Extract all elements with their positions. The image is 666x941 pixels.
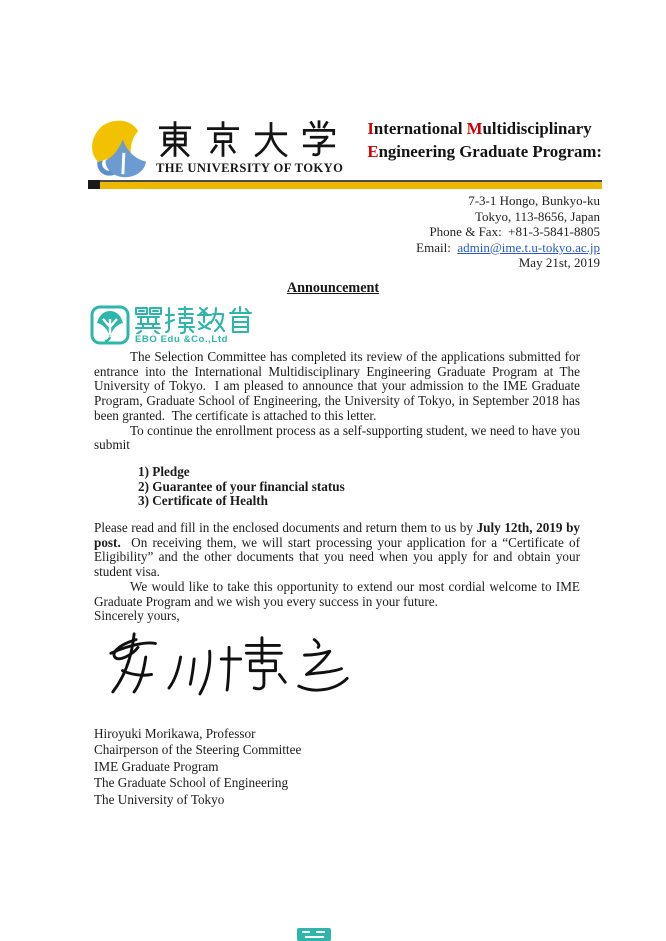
kanji-kyou: [204, 120, 242, 158]
enclosure-list: [138, 465, 580, 509]
university-kanji: [156, 120, 352, 158]
enclosure-item-3: 3) Certificate of Health: [138, 493, 268, 509]
university-identity: [156, 118, 352, 176]
program-title-line1: International Multidisciplinary: [367, 119, 592, 138]
paragraph-4: We would like to take this opportunity to extend our most cordial welcome to IME Graduate Program and we wish you every success in your future.: [94, 578, 580, 609]
paragraph-3: Please read and fill in the enclosed documents and return them to us by July 12th, 2019 by post. On receiving them, we will start processing your application for a “Certificate of Eligibility” and the other documents that you need when you apply for and obtain your student visa.: [94, 520, 581, 580]
closing-salutation: Sincerely yours,: [94, 608, 180, 624]
signer-university: The University of Tokyo: [94, 791, 225, 807]
program-title: [367, 118, 602, 163]
enclosure-item-2: 2) Guarantee of your financial status: [138, 478, 345, 494]
header-rule: [88, 180, 602, 189]
signer-block: [94, 726, 580, 808]
kanji-tou: [156, 120, 194, 158]
signer-program: IME Graduate Program: [94, 758, 219, 774]
ebo-leaf-icon: [90, 305, 130, 345]
paragraph-2: To continue the enrollment process as a self-supporting student, we need to have you submit: [94, 422, 580, 453]
phone-line: Phone & Fax: +81-3-5841-8805: [429, 224, 600, 240]
header-rule-cap: [88, 180, 100, 189]
email-label: Email:: [416, 239, 458, 255]
announcement-title: Announcement: [286, 280, 380, 296]
utokyo-ginkgo-logo-icon: [88, 118, 150, 180]
email-line: [416, 240, 600, 256]
signer-title: Chairperson of the Steering Committee: [94, 742, 302, 758]
email-link[interactable]: admin@ime.t.u-tokyo.ac.jp: [457, 239, 600, 255]
address-line2: Tokyo, 113-8656, Japan: [475, 208, 600, 224]
paragraph-1: The Selection Committee has completed its review of the applications submitted for entrance into the International Multidisciplinary Engineering Graduate Program at The University of Tokyo. I am pleased to announce that your admission to the IME Graduate Program, Graduate School of Engineering, the University of Tokyo, in September 2018 has been granted. The certificate is attached to this letter.: [94, 349, 580, 423]
kanji-dai: [252, 120, 290, 158]
address-line1: 7-3-1 Hongo, Bunkyo-ku: [468, 193, 600, 208]
header-rule-gold: [100, 180, 602, 189]
handwritten-signature: [96, 628, 364, 720]
deadline-text: July 12th, 2019 by post.: [94, 520, 581, 550]
enclosure-item-1: 1) Pledge: [138, 463, 190, 479]
ebo-company-name: EBO Edu &Co.,Ltd: [135, 334, 228, 345]
university-name: THE UNIVERSITY OF TOKYO: [156, 161, 344, 175]
contact-block: [416, 193, 600, 271]
footer-watermark-fragment: [297, 928, 331, 941]
ebo-kanji-wordmark: [135, 306, 255, 334]
letter-date: May 21st, 2019: [518, 255, 600, 271]
signer-name: Hiroyuki Morikawa, Professor: [94, 725, 256, 741]
letterhead: [88, 118, 602, 178]
kanji-gaku: [300, 120, 338, 158]
signer-school: The Graduate School of Engineering: [94, 775, 289, 791]
program-title-line2: Engineering Graduate Program:: [367, 141, 602, 161]
letter-body: [94, 350, 580, 808]
ebo-watermark-logo: [90, 305, 255, 345]
